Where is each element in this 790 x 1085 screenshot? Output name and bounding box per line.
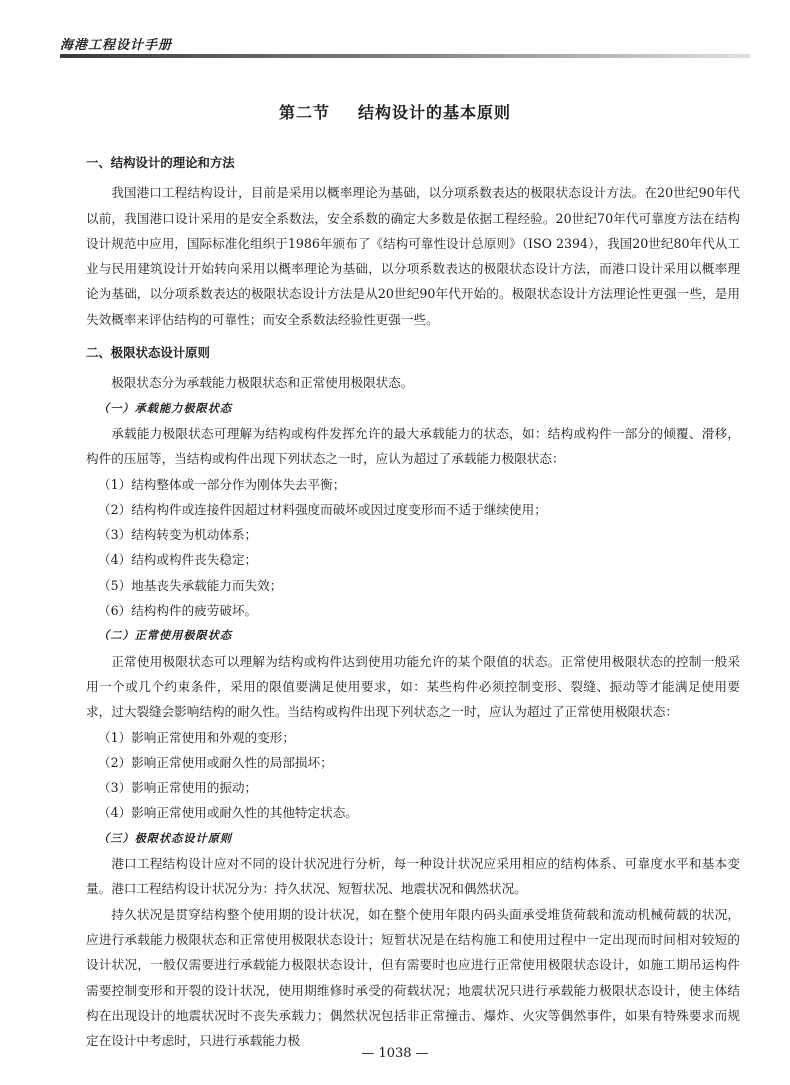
running-header <box>60 34 750 58</box>
book-title: 海港工程设计手册 <box>60 38 173 53</box>
list-item: （6）结构构件的疲劳破坏。 <box>98 603 258 619</box>
list-item: （1）结构整体或一部分作为刚体失去平衡； <box>98 476 346 492</box>
paragraph: 我国港口工程结构设计，目前是采用以概率理论为基础，以分项系数表达的极限状态设计方法。在20世纪90年代以前，我国港口设计采用的是安全系数法，安全系数的确定大多数是依据工程经验。20世纪70年代可靠度方法在结构设计规范中应用，国际标准化组织于1986年颁布了《结构可靠性设计总原则》（ISO 2394），我国20世纪80年代从工业与民用建筑设计开始转向采用以概率理论为基础，以分项系数表达的极限状态设计方法，而港口设计采用以概率理论为基础，以分项系数表达的极限状态设计方法是从20世纪90年代开始的。极限状态设计方法理论性更强一些，是用失效概率来评估结构的可靠性；而安全系数法经验性更强一些。 <box>86 185 740 327</box>
page-body <box>86 148 740 1053</box>
section-title-text: 结构设计的基本原则 <box>358 103 512 122</box>
subheading-1: （一）承载能力极限状态 <box>98 401 233 415</box>
paragraph: 持久状况是贯穿结构整个使用期的设计状况，如在整个使用年限内码头面承受堆货荷载和流动机械荷载的状况，应进行承载能力极限状态和正常使用极限状态设计；短暂状况是在结构施工和使用过程中一定出现而时间相对较短的设计状况，一般仅需要进行承载能力极限状态设计，但有需要时也应进行正常使用极限状态设计，如施工期吊运构件需要控制变形和开裂的设计状况，使用期维修时承受的荷载状况；地震状况只进行承载能力极限状态设计，使主体结构在出现设计的地震状况时不丧失承载力；偶然状况包括非正常撞击、爆炸、火灾等偶然事件，如果有特殊要求而规定在设计中考虑时，只进行承载能力极 <box>86 906 740 1049</box>
heading-1: 一、结构设计的理论和方法 <box>86 155 235 170</box>
list-item: （4）影响正常使用或耐久性的其他特定状态。 <box>98 805 358 821</box>
subheading-2: （二）正常使用极限状态 <box>98 629 233 643</box>
list-item: （3）影响正常使用的振动； <box>98 780 258 796</box>
list-item: （2）影响正常使用或耐久性的局部损坏； <box>98 754 333 770</box>
heading-2: 二、极限状态设计原则 <box>86 345 210 361</box>
list-item: （5）地基丧失承载能力而失效； <box>98 577 283 593</box>
list-item: （2）结构构件或连接件因超过材料强度而破坏或因过度变形而不适于继续使用； <box>98 501 547 517</box>
list-item: （3）结构转变为机动体系； <box>98 527 258 543</box>
list-item: （4）结构或构件丧失稳定； <box>98 552 258 568</box>
paragraph: 港口工程结构设计应对不同的设计状况进行分析，每一种设计状况应采用相应的结构体系、可靠度水平和基本变量。港口工程结构设计状况分为：持久状况、短暂状况、地震状况和偶然状况。 <box>86 856 740 897</box>
paragraph: 极限状态分为承载能力极限状态和正常使用极限状态。 <box>111 375 414 391</box>
section-number: 第二节 <box>278 103 330 122</box>
list-item: （1）影响正常使用和外观的变形； <box>98 729 295 745</box>
paragraph: 承载能力极限状态可理解为结构或构件发挥允许的最大承载能力的状态，如：结构或构件一部分的倾覆、滑移，构件的压屈等，当结构或构件出现下列状态之一时，应认为超过了承载能力极限状态： <box>86 425 740 467</box>
paragraph: 正常使用极限状态可以理解为结构或构件达到使用功能允许的某个限值的状态。正常使用极限状态的控制一般采用一个或几个约束条件，采用的限值要满足使用要求，如：某些构件必须控制变形、裂缝、振动等才能满足使用要求，过大裂缝会影响结构的耐久性。当结构或构件出现下列状态之一时，应认为超过了正常使用极限状态： <box>86 653 740 720</box>
section-title <box>0 100 790 123</box>
subheading-3: （三）极限状态设计原则 <box>98 831 233 845</box>
page-number: — 1038 — <box>361 1046 429 1061</box>
header-rule <box>60 54 750 58</box>
